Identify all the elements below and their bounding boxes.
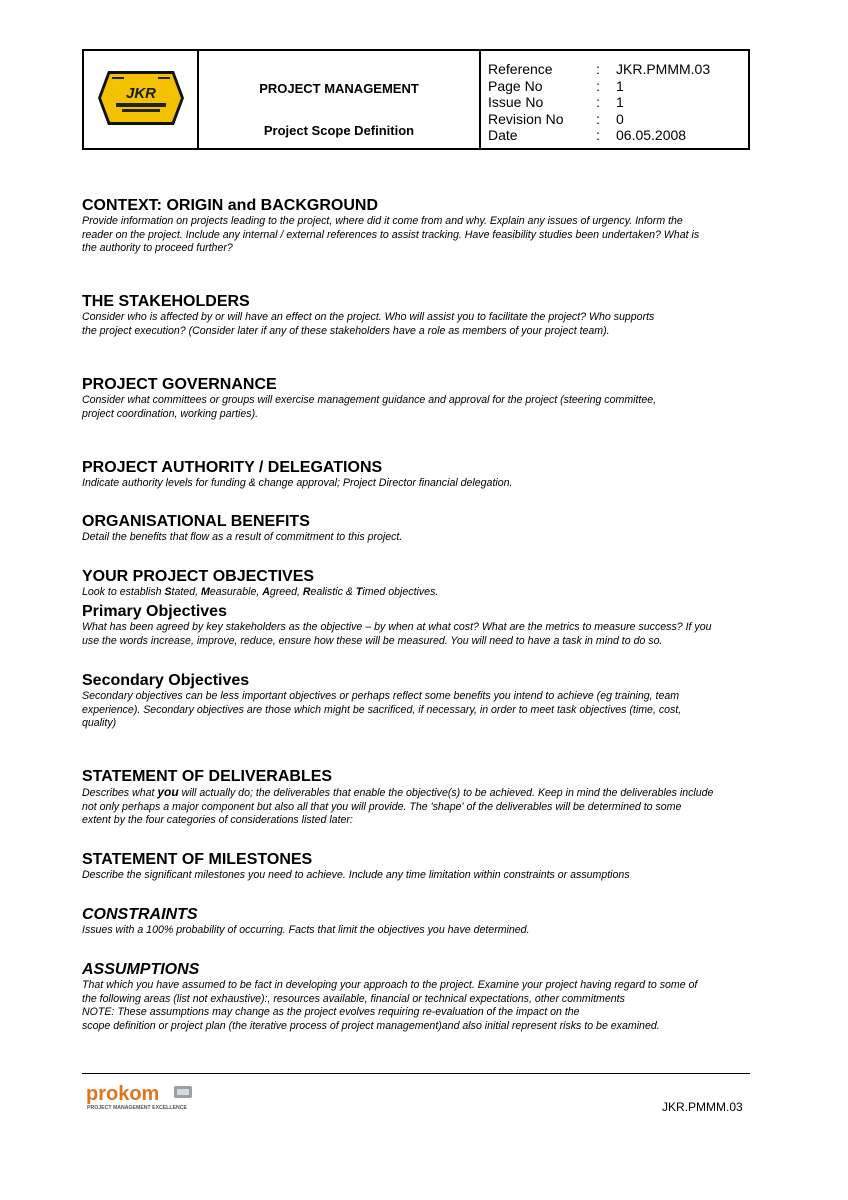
meta-row-reference: Reference : JKR.PMMM.03	[488, 61, 711, 77]
header-logo-cell	[84, 51, 199, 148]
prokom-logo	[86, 1080, 196, 1112]
section-body: Describe the significant milestones you need to achieve. Include any time limitation within constraints or assumptions	[82, 869, 630, 881]
section-body: That which you have assumed to be fact in developing your approach to the project. Examine your project having regard to some of the following areas (list not exhaustive):, resources available, financial or technical expectations, other commitments NOTE: These assumptions may change as the project evolves requiring re-evaluation of the impact on the scope definition or project plan (the iterative process of project management)and also initial represent risks to be examined.	[82, 979, 698, 1032]
meta-row-date: Date : 06.05.2008	[488, 127, 687, 143]
section-authority	[82, 458, 772, 491]
section-governance	[82, 375, 772, 421]
header-title-cell	[199, 51, 481, 148]
section-body: Detail the benefits that flow as a result of commitment to this project.	[82, 531, 403, 543]
section-heading: STATEMENT OF MILESTONES	[82, 851, 313, 868]
section-heading: ORGANISATIONAL BENEFITS	[82, 513, 310, 530]
section-body: Consider who is affected by or will have an effect on the project. Who will assist you to facilitate the project? Who supports the project execution? (Consider later if any of these stakeholders have a role as members of your project team).	[82, 311, 655, 337]
smart-line: Look to establish Stated, Measurable, Agreed, Realistic & Timed objectives.	[82, 586, 439, 598]
section-body: What has been agreed by key stakeholders as the objective – by when at what cost? What are the metrics to measure success? If you use the words increase, improve, reduce, ensure how these will be measured. You will need to have a task in mind to do so.	[82, 621, 712, 647]
document-title: PROJECT MANAGEMENT	[259, 81, 419, 96]
section-heading: THE STAKEHOLDERS	[82, 293, 250, 310]
meta-row-page-no: Page No : 1	[488, 78, 624, 94]
document-header	[82, 49, 750, 150]
jkr-logo	[98, 69, 184, 127]
section-body: Indicate authority levels for funding & change approval; Project Director financial delegation.	[82, 477, 513, 489]
section-deliverables	[82, 767, 772, 828]
meta-row-issue-no: Issue No : 1	[488, 94, 624, 110]
section-body: Issues with a 100% probability of occurring. Facts that limit the objectives you have determined.	[82, 924, 530, 936]
section-constraints	[82, 905, 772, 938]
section-milestones	[82, 850, 772, 883]
section-heading: YOUR PROJECT OBJECTIVES	[82, 568, 315, 585]
svg-text:prokom: prokom	[86, 1083, 160, 1105]
section-heading: STATEMENT OF DELIVERABLES	[82, 768, 333, 785]
section-heading: CONTEXT: ORIGIN and BACKGROUND	[82, 197, 378, 214]
header-meta-cell	[481, 51, 748, 148]
footer-divider	[82, 1073, 750, 1074]
document-subtitle: Project Scope Definition	[263, 123, 415, 138]
meta-row-revision-no: Revision No : 0	[488, 111, 624, 127]
section-assumptions	[82, 960, 772, 1033]
section-heading: ASSUMPTIONS	[82, 961, 200, 978]
section-heading: Secondary Objectives	[82, 672, 250, 689]
section-body: Secondary objectives can be less important objectives or perhaps reflect some benefits you intend to achieve (eg training, team experience). Secondary objectives are those which might be sacrificed, if necessary, in order to meet task objectives (time, cost, quality)	[82, 690, 682, 730]
footer-reference: JKR.PMMM.03	[662, 1100, 743, 1114]
svg-text:PROJECT MANAGEMENT EXCELLENCE: PROJECT MANAGEMENT EXCELLENCE	[87, 1105, 188, 1111]
section-secondary-objectives	[82, 671, 772, 731]
section-primary-objectives	[82, 602, 772, 648]
section-body: Provide information on projects leading to the project, where did it come from and why. Explain any issues of urgency. Inform the reader on the project. Include any internal / external references to assist tracking. Have feasibility studies been undertaken? What is the authority to proceed further?	[82, 215, 700, 255]
section-heading: CONSTRAINTS	[82, 906, 198, 923]
section-context	[82, 196, 772, 256]
section-body: Consider what committees or groups will exercise management guidance and approval for the project (steering committee, project coordination, working parties).	[82, 394, 657, 420]
svg-text:JKR: JKR	[125, 85, 157, 102]
section-benefits	[82, 512, 772, 545]
section-heading: PROJECT GOVERNANCE	[82, 376, 277, 393]
section-heading: PROJECT AUTHORITY / DELEGATIONS	[82, 459, 383, 476]
section-objectives	[82, 567, 772, 600]
section-body: Describes what you will actually do; the deliverables that enable the objective(s) to be achieved. Keep in mind the deliverables include not only perhaps a major component but also all that you will provide. The 'shape' of the deliverables will be determined to some extent by the four categories of considerations listed later:	[82, 785, 714, 827]
section-stakeholders	[82, 292, 772, 338]
section-heading: Primary Objectives	[82, 603, 227, 620]
